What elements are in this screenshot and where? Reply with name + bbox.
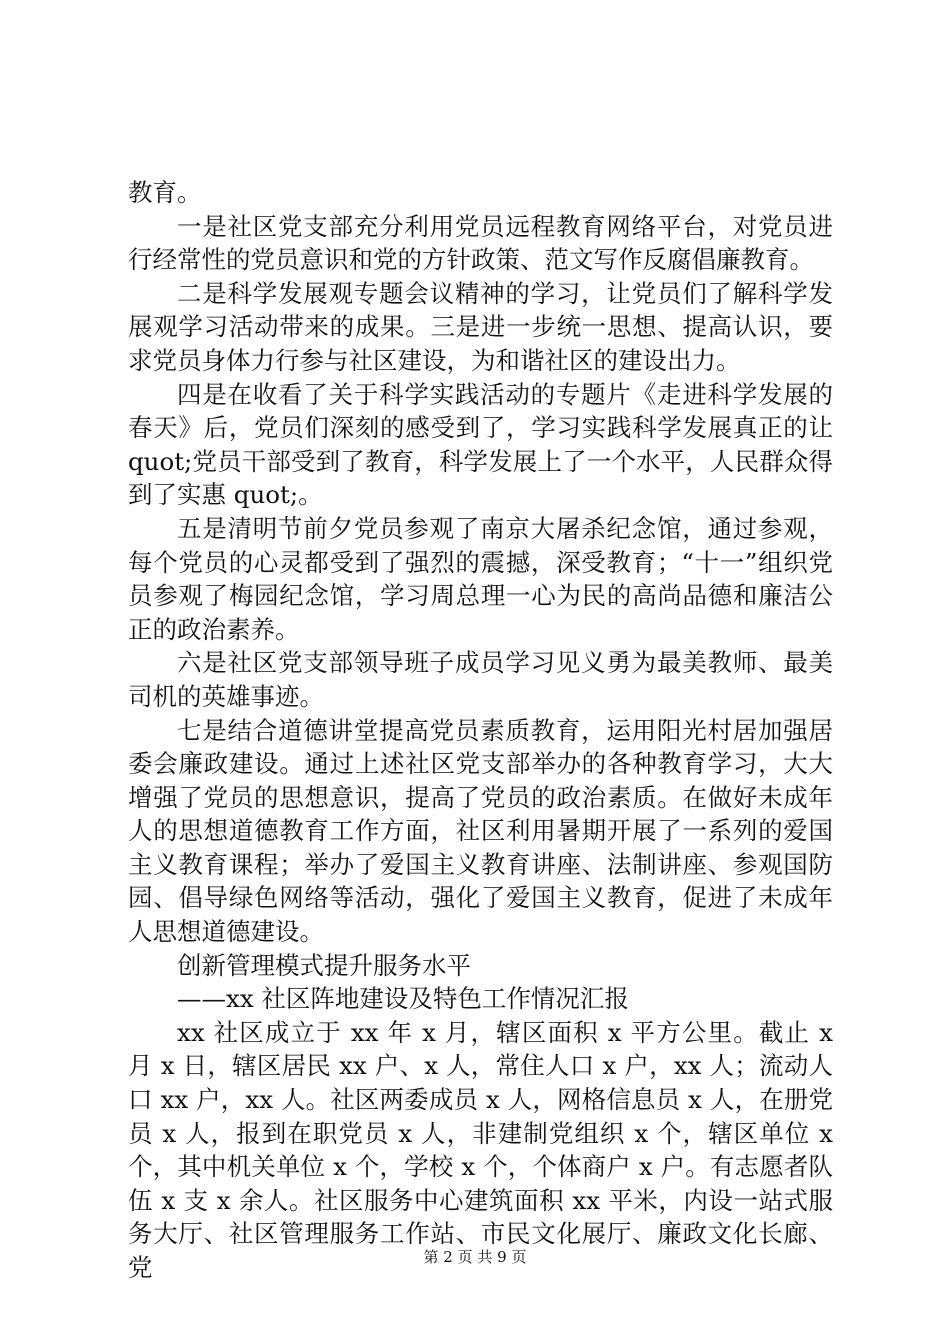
paragraph: xx 社区成立于 xx 年 x 月，辖区面积 x 平方公里。截止 x 月 x 日，辖区居民 xx 户、x 人，常住人口 x 户，xx 人；流动人口 xx 户，xx 人。社区两委成员 x 人，网格信息员 x 人，在册党员 x 人，报到在职党员 x 人，非建制党组织 x 个，辖区单位 x 个，其中机关单位 x 个，学校 x 个，个体商户 x 户。有志愿者队伍 x 支 x 余人。社区服务中心建筑面积 xx 平米，内设一站式服务大厅、社区管理服务工作站、市民文化展厅、廉政文化长廊、党 [128,1017,833,1282]
paragraph: 二是科学发展观专题会议精神的学习，让党员们了解科学发展观学习活动带来的成果。三是进一步统一思想、提高认识，要求党员身体力行参与社区建设，为和谐社区的建设出力。 [128,278,833,375]
document-body [128,176,833,1285]
page-number-footer: 第 2 页 共 9 页 [423,1248,527,1266]
paragraph: 一是社区党支部充分利用党员远程教育网络平台，对党员进行经常性的党员意识和党的方针政策、范文写作反腐倡廉教育。 [128,211,833,275]
section-subheading: ——xx 社区阵地建设及特色工作情况汇报 [177,984,629,1014]
paragraph: 四是在收看了关于科学实践活动的专题片《走进科学发展的春天》后，党员们深刻的感受到了，学习实践科学发展真正的让 quot;党员干部受到了教育，科学发展上了一个水平，人民群众得到了实惠 quot;。 [128,379,833,510]
paragraph: 七是结合道德讲堂提高党员素质教育，运用阳光村居加强居委会廉政建设。通过上述社区党支部举办的各种教育学习，大大增强了党员的思想意识，提高了党员的政治素质。在做好未成年人的思想道德教育工作方面，社区利用暑期开展了一系列的爱国主义教育课程；举办了爱国主义教育讲座、法制讲座、参观国防园、倡导绿色网络等活动，强化了爱国主义教育，促进了未成年人思想道德建设。 [128,715,833,947]
paragraph: 五是清明节前夕党员参观了南京大屠杀纪念馆，通过参观，每个党员的心灵都受到了强烈的震撼，深受教育；“十一”组织党员参观了梅园纪念馆，学习周总理一心为民的高尚品德和廉洁公正的政治素养。 [128,513,833,644]
section-heading: 创新管理模式提升服务水平 [177,950,471,980]
paragraph: 教育。 [128,178,202,207]
paragraph: 六是社区党支部领导班子成员学习见义勇为最美教师、最美司机的英雄事迹。 [128,648,833,711]
